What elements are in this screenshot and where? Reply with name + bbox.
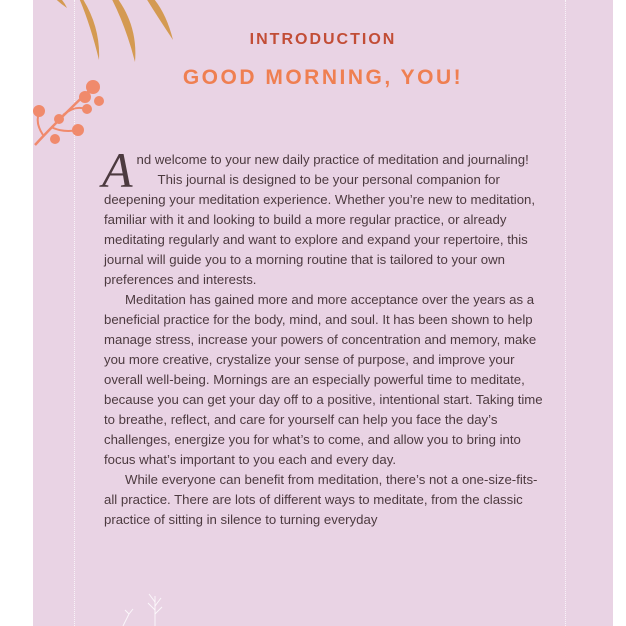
drop-cap: A bbox=[102, 142, 133, 198]
paragraph-text: nd welcome to your new daily practice of meditation and journaling! bbox=[136, 152, 529, 167]
page-title: GOOD MORNING, YOU! bbox=[182, 66, 464, 89]
paragraph bbox=[102, 142, 544, 198]
intro-text bbox=[102, 142, 544, 530]
paragraph: While everyone can benefit from meditation, there’s not a one-size-fits-all practice. There are lots of different ways to meditate, from the classic practice of sitting in silence to turning everyday bbox=[104, 472, 538, 527]
plant-sprig-icon bbox=[103, 590, 183, 626]
right-guide-line bbox=[565, 0, 566, 626]
section-label: INTRODUCTION bbox=[249, 31, 397, 48]
journal-page bbox=[33, 0, 613, 626]
paragraph: This journal is designed to be your personal companion for deepening your meditation experience. Whether you’re new to meditation, familiar with it and looking to build a more regular practice, or already meditating regularly and want to explore and expand your repertoire, this journal will guide you to a morning routine that is tailored to your own preferences and interests. bbox=[104, 172, 536, 287]
paragraph: Meditation has gained more and more acceptance over the years as a beneficial practice for the body, mind, and soul. It has been shown to help manage stress, increase your powers of concentration and memory, make you more creative, crystalize your sense of purpose, and improve your overall well-being. Mornings are an especially powerful time to meditate, because you can get your day off to a positive, intentional start. Taking time to breathe, reflect, and care for yourself can help you face the day’s challenges, energize you for what’s to come, and allow you to bring into focus what’s important to you each and every day. bbox=[104, 292, 543, 467]
